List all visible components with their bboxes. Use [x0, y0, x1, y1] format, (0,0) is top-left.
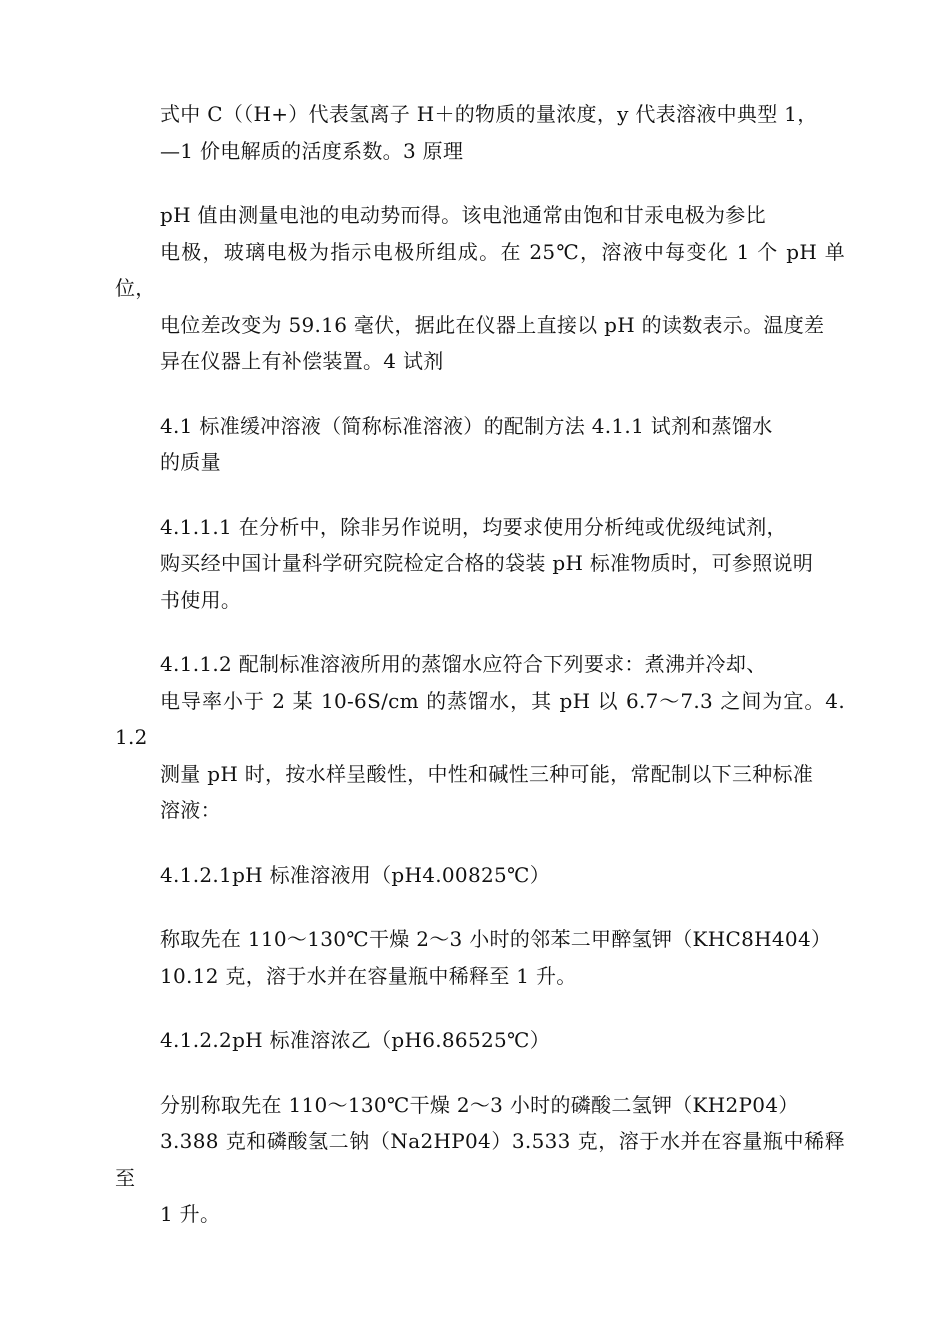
text-line: 1 升。 [160, 1202, 221, 1226]
text-line: 溶液： [160, 798, 221, 822]
paragraph-section-4-1 [115, 408, 845, 481]
paragraph-solution-b-prep [115, 1087, 845, 1233]
paragraph-principle [115, 197, 845, 380]
text-line: 异在仪器上有补偿装置。4 试剂 [160, 349, 444, 373]
text-line: 4.1.1.1 在分析中，除非另作说明，均要求使用分析纯或优级纯试剂， [160, 514, 787, 539]
text-line: 书使用。 [160, 587, 242, 612]
text-line: 的质量 [160, 450, 221, 474]
text-line: 电导率小于 2 某 10-6S/cm 的蒸馏水，其 pH 以 6.7～7.3 之间为宜。4.1.2 [115, 688, 845, 749]
text-line: —1 价电解质的活度系数。3 原理 [160, 138, 464, 163]
paragraph-solution-a-prep [115, 921, 845, 994]
text-line: 10.12 克，溶于水并在容量瓶中稀释至 1 升。 [160, 963, 577, 988]
text-line: 电极，玻璃电极为指示电极所组成。在 25℃，溶液中每变化 1 个 pH 单位， [115, 239, 845, 300]
text-line: 称取先在 110～130℃干燥 2～3 小时的邻苯二甲醉氢钾（KHC8H404） [160, 927, 832, 951]
paragraph-section-4-1-2-1 [115, 857, 845, 894]
text-line: 分别称取先在 110～130℃干燥 2～3 小时的磷酸二氢钾（KH2P04） [160, 1092, 799, 1117]
text-line: 购买经中国计量科学研究院检定合格的袋装 pH 标准物质时，可参照说明 [160, 551, 814, 575]
text-line: 4.1 标准缓冲溶液（简称标准溶液）的配制方法 4.1.1 试剂和蒸馏水 [160, 413, 773, 438]
paragraph-section-4-1-1-2 [115, 646, 845, 829]
text-line: 4.1.2.2pH 标准溶浓乙（pH6.86525℃） [160, 1028, 550, 1052]
paragraph-section-4-1-1-1 [115, 509, 845, 619]
paragraph-section-4-1-2-2 [115, 1022, 845, 1059]
paragraph-formula-note [115, 96, 845, 169]
text-line: pH 值由测量电池的电动势而得。该电池通常由饱和甘汞电极为参比 [160, 203, 766, 227]
text-line: 测量 pH 时，按水样呈酸性，中性和碱性三种可能，常配制以下三种标准 [160, 761, 814, 786]
text-line: 4.1.2.1pH 标准溶液用（pH4.00825℃） [160, 862, 550, 887]
document-page [115, 96, 845, 1261]
text-line: 4.1.1.2 配制标准溶液所用的蒸馏水应符合下列要求：煮沸并冷却、 [160, 652, 767, 676]
text-line: 式中 C（（H+）代表氢离子 H＋的物质的量浓度，y 代表溶液中典型 1， [160, 102, 818, 126]
text-line: 电位差改变为 59.16 毫伏，据此在仪器上直接以 pH 的读数表示。温度差 [160, 312, 825, 337]
text-line: 3.388 克和磷酸氢二钠（Na2HP04）3.533 克，溶于水并在容量瓶中稀释至 [115, 1129, 845, 1190]
